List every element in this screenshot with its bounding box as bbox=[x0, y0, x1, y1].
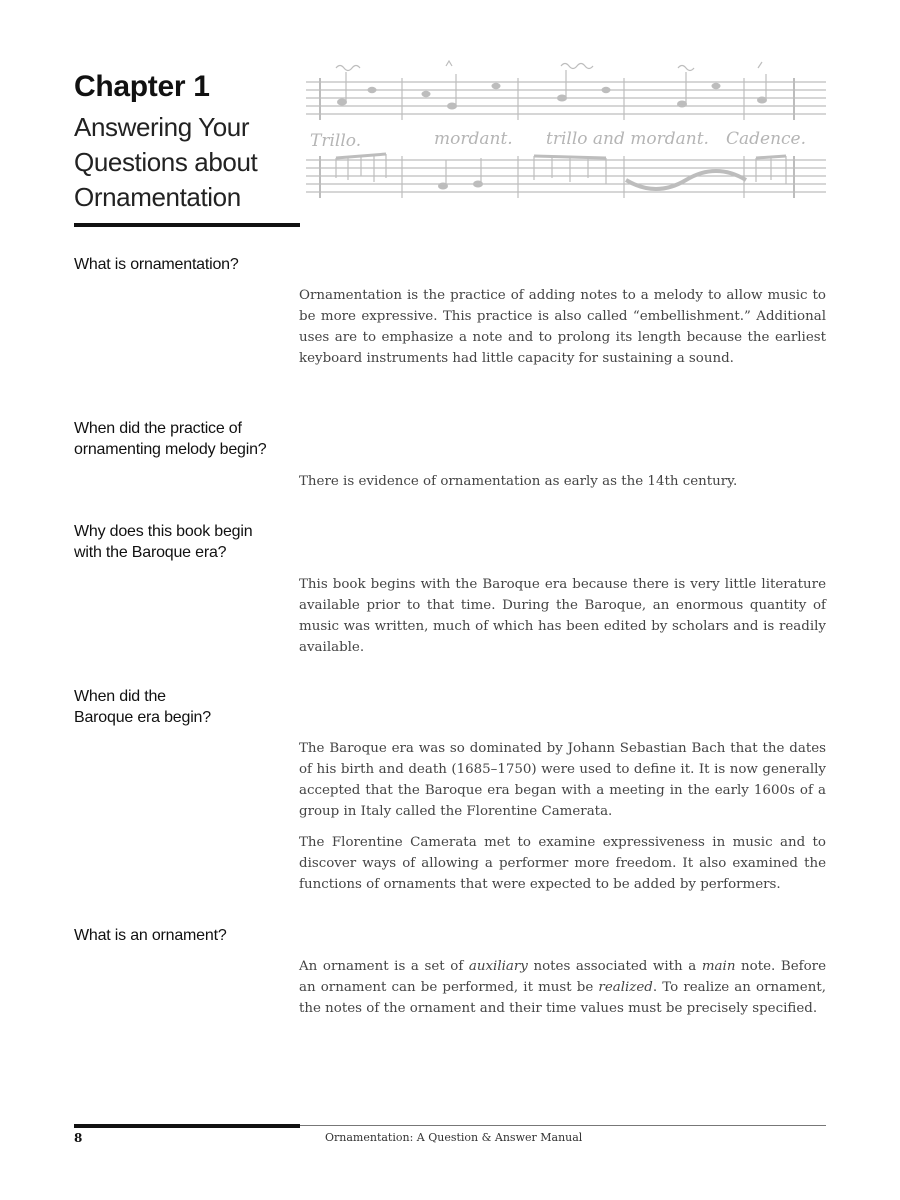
manuscript-annotation: trillo and mordant. bbox=[546, 129, 709, 149]
chapter-rule bbox=[74, 223, 300, 227]
manuscript-annotation: Cadence. bbox=[726, 129, 807, 149]
manuscript-annotation: mordant. bbox=[434, 129, 513, 149]
answer-paragraph: The Baroque era was so dominated by Johann Sebastian Bach that the dates of his birth and death (1685–1750) were used to define it. It is now generally accepted that the Baroque era began with a meeting in the early 1600s of a group in Italy called the Florentine Camerata. bbox=[299, 741, 826, 819]
manuscript-annotation: Trillo. bbox=[310, 131, 362, 151]
answer-paragraph: The Florentine Camerata met to examine expressiveness in music and to discover ways of allowing a performer more freedom. It also examined the functions of ornaments that were expected to be added by performers. bbox=[299, 835, 826, 892]
question-heading bbox=[74, 521, 289, 563]
chapter-title-line: Answering Your bbox=[74, 112, 250, 142]
footer-rule bbox=[74, 1124, 300, 1128]
question-line: Why does this book begin bbox=[74, 523, 253, 540]
answer-paragraph: There is evidence of ornamentation as early as the 14th century. bbox=[299, 474, 738, 489]
page-number: 8 bbox=[74, 1131, 83, 1145]
question-line: What is an ornament? bbox=[74, 927, 227, 944]
question-line: with the Baroque era? bbox=[74, 544, 227, 561]
answer-paragraph: This book begins with the Baroque era because there is very little literature available prior to that time. During the Baroque, an enormous quantity of music was written, much of which has been edited by scholars and is readily available. bbox=[299, 577, 826, 655]
chapter-title-line: Ornamentation bbox=[74, 182, 241, 212]
chapter-title bbox=[74, 110, 304, 215]
answer-text: note. Before an ornament can be performed, it must be bbox=[299, 959, 826, 995]
answer-text: notes associated with a bbox=[527, 959, 702, 974]
answer-emphasis: realized bbox=[598, 980, 653, 995]
chapter-title-line: Questions about bbox=[74, 147, 258, 177]
question-line: What is ornamentation? bbox=[74, 256, 239, 273]
question-line: Baroque era begin? bbox=[74, 709, 211, 726]
running-footer-title: Ornamentation: A Question & Answer Manual bbox=[325, 1131, 583, 1144]
question-line: When did the practice of bbox=[74, 420, 242, 437]
answer-emphasis: auxiliary bbox=[468, 959, 528, 974]
question-heading bbox=[74, 254, 289, 275]
music-manuscript-illustration bbox=[306, 60, 826, 220]
question-heading bbox=[74, 686, 289, 728]
answer-paragraph: Ornamentation is the practice of adding notes to a melody to allow music to be more expressive. This practice is also called “embellishment.” Additional uses are to emphasize a note and to prolong its length because the earliest keyboard instruments had little capacity for sustaining a sound. bbox=[299, 288, 826, 366]
footer-rule-thin bbox=[300, 1125, 826, 1126]
chapter-label: Chapter 1 bbox=[74, 70, 210, 103]
question-line: ornamenting melody begin? bbox=[74, 441, 267, 458]
question-heading bbox=[74, 418, 289, 460]
answer-text: An ornament is a set of bbox=[299, 959, 469, 974]
question-heading bbox=[74, 925, 289, 946]
answer-paragraph bbox=[299, 956, 826, 1019]
answer-emphasis: main bbox=[701, 959, 736, 974]
question-line: When did the bbox=[74, 688, 166, 705]
answer-text: . To realize an ornament, the notes of the ornament and their time values must be precisely specified. bbox=[299, 980, 826, 1016]
